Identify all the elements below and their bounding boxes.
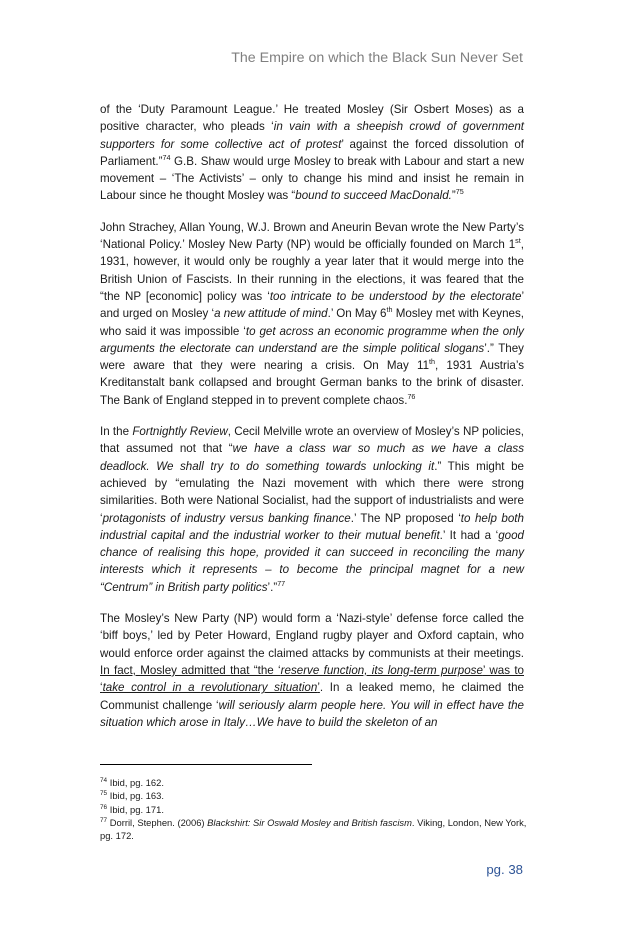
paragraph-4: [100, 610, 524, 731]
text-run: .’ The NP proposed ‘: [350, 511, 461, 525]
text-run: . In a leaked memo, he claimed the Communist challenge ‘: [100, 681, 524, 712]
footnotes: [100, 776, 530, 842]
italic-quote: in vain with a sheepish crowd of government supporters for some collective act of protest: [100, 120, 524, 151]
paragraph-3: [100, 423, 524, 596]
footnote-75: [100, 789, 530, 802]
text-run: .” This might be achieved by “emulating the Nazi movement with which there were strong similarities. Both were National Socialist, had the support of industrialists and were ‘: [100, 459, 524, 525]
italic-quote: take control in a revolutionary situation: [102, 681, 318, 695]
footnote-number: 74: [100, 777, 108, 784]
body-text: [100, 101, 524, 731]
italic-quote: to get across an economic programme when the only arguments the electorate can understand are the simple political slogans: [100, 324, 524, 355]
book-title: Blackshirt: Sir Oswald Mosley and British fascism: [207, 816, 412, 828]
italic-quote: good chance of realising this hope, provided it can succeed in reconciling the many interests which it represents – to become the principal magnet for a new “Centrum” in British party politics: [100, 528, 524, 594]
footnote-ref-76[interactable]: 76: [407, 391, 416, 401]
footnote-number: 75: [100, 790, 108, 798]
ordinal-suffix: st: [515, 236, 521, 246]
text-run: In the: [100, 425, 133, 439]
italic-quote: a new attitude of mind: [214, 307, 328, 321]
italic-quote: protagonists of industry versus banking finance: [102, 511, 351, 525]
text-run: ’: [317, 681, 320, 695]
text-run: , Cecil Melville wrote an overview of Mosley’s NP policies, that assumed not that “: [100, 425, 524, 456]
footnote-ref-75[interactable]: 75: [455, 187, 464, 197]
ordinal-suffix: th: [386, 305, 393, 315]
running-header-title: The Empire on which the Black Sun Never Set: [231, 50, 523, 66]
text-run: ’ against the forced dissolution of Parliament.”: [100, 137, 524, 168]
text-run: G.B. Shaw would urge Mosley to break with Labour and start a new movement – ‘The Activists’ – only to change his mind and insist he remain in Labour since he thought Mosley was “: [100, 154, 524, 203]
text-run: ’ and urged on Mosley ‘: [100, 289, 525, 321]
text-run: .’ It had a ‘: [439, 528, 499, 542]
footnote-77: [100, 816, 530, 843]
footnote-text: Ibid, pg. 162.: [109, 777, 164, 788]
text-run: Mosley met with Keynes, who said it was impossible ‘: [100, 307, 524, 338]
italic-quote: too intricate to be understood by the electorate: [269, 289, 522, 303]
footnote-number: 77: [100, 816, 108, 824]
footnote-74: [100, 776, 530, 789]
page-number: pg. 38: [486, 862, 523, 877]
text-run: ’.” They were aware that they were nearing a crisis. On May 11: [100, 341, 524, 373]
footnote-76: [100, 803, 530, 816]
text-run: ”: [451, 189, 456, 203]
italic-quote: reserve function, its long-term purpose: [280, 663, 483, 677]
footnote-text: Dorril, Stephen. (2006): [109, 816, 208, 828]
footnote-text: Ibid, pg. 163.: [109, 790, 164, 802]
footnote-separator: [100, 764, 312, 765]
text-run: , 1931, however, it would only be roughly a year later that it would merge into the British Union of Fascists. In their running in the elections, it was feared that the “the NP [economic] policy was ‘: [100, 238, 524, 303]
text-run: ’.”: [267, 580, 278, 594]
text-run: .’ On May 6: [327, 307, 387, 321]
footnote-text: . Viking, London, New York, pg. 172.: [100, 816, 527, 842]
ordinal-suffix: th: [429, 357, 436, 367]
footnote-number: 76: [100, 803, 108, 811]
footnote-ref-77[interactable]: 77: [277, 578, 286, 588]
footnote-text: Ibid, pg. 171.: [109, 803, 164, 815]
text-run: of the ‘Duty Paramount League.’ He treated Mosley (Sir Osbert Moses) as a positive character, who pleads ‘: [100, 103, 524, 134]
publication-title: Fortnightly Review: [132, 425, 228, 439]
paragraph-2: [100, 219, 524, 409]
italic-quote: we have a class war so much as we have a class deadlock. We shall try to do something towards unlocking it: [100, 442, 524, 473]
text-run: In fact, Mosley admitted that “the ‘: [100, 663, 281, 677]
text-run: The Mosley’s New Party (NP) would form a ‘Nazi-style’ defense force called the ‘biff boys,’ led by Peter Howard, England rugby player and Oxford captain, who would enforce order against the claimed attacks by communists at their meetings.: [100, 612, 524, 660]
text-run: ’ was to ‘: [100, 663, 524, 695]
footnote-ref-74[interactable]: 74: [162, 152, 171, 162]
text-run: , 1931 Austria’s Kreditanstalt bank collapsed and brought German banks to the brink of disaster. The Bank of England stepped in to prevent complete chaos.: [100, 359, 525, 407]
italic-quote: to help both industrial capital and the industrial worker to their mutual benefit: [100, 511, 524, 542]
text-run: John Strachey, Allan Young, W.J. Brown and Aneurin Bevan wrote the New Party’s ‘National Policy.’ Mosley New Party (NP) would be officially founded on March 1: [100, 220, 524, 252]
italic-quote: will seriously alarm people here. You will in effect have the situation which arose in Italy…We have to build the skeleton of an: [100, 698, 525, 729]
italic-quote: bound to succeed MacDonald.: [295, 189, 452, 203]
paragraph-1: [100, 101, 524, 205]
